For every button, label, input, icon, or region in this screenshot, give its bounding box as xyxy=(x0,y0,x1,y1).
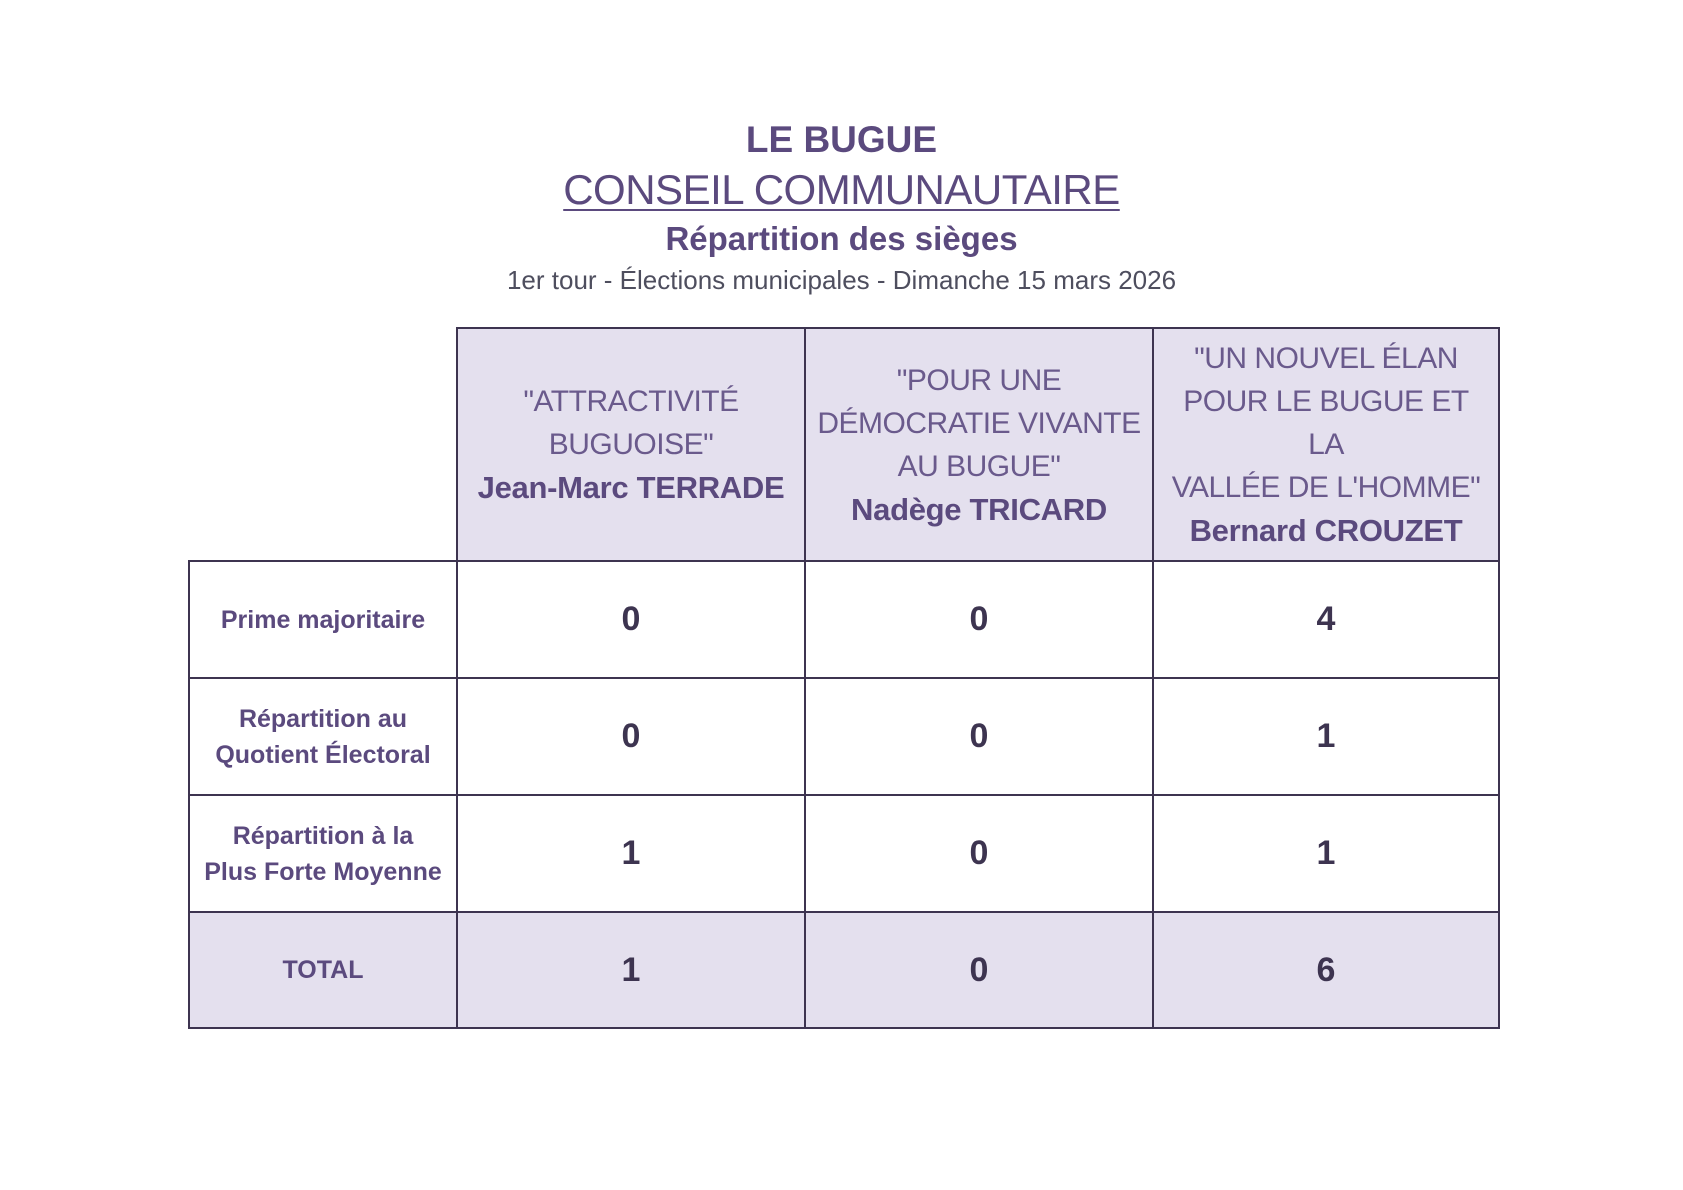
row-label-total xyxy=(188,911,458,1029)
seat-count: 0 xyxy=(621,600,641,638)
list-header-3 xyxy=(1152,327,1500,562)
table-cell xyxy=(1152,794,1500,913)
list-header-2 xyxy=(804,327,1154,562)
table-cell xyxy=(1152,560,1500,679)
seat-count: 0 xyxy=(969,834,989,872)
seat-count: 1 xyxy=(1316,834,1336,872)
total-cell xyxy=(456,911,806,1029)
row-label-text: Prime majoritaire xyxy=(220,605,426,634)
table-cell xyxy=(456,560,806,679)
list-name-line: BUGUOISE" xyxy=(548,428,714,461)
seat-count: 1 xyxy=(1316,717,1336,755)
total-cell xyxy=(804,911,1154,1029)
candidate-name: Bernard CROUZET xyxy=(1189,513,1463,548)
table-cell xyxy=(1152,677,1500,796)
seat-count: 1 xyxy=(621,834,641,872)
row-label-text: Plus Forte Moyenne xyxy=(204,857,442,886)
list-name-line: "UN NOUVEL ÉLAN xyxy=(1194,342,1458,375)
table-cell xyxy=(804,677,1154,796)
table-cell xyxy=(804,560,1154,679)
list-header-1 xyxy=(456,327,806,562)
seat-count: 0 xyxy=(969,600,989,638)
candidate-name: Nadège TRICARD xyxy=(851,491,1107,527)
table-cell xyxy=(456,677,806,796)
list-name-line: DÉMOCRATIE VIVANTE xyxy=(817,406,1141,440)
seat-count: 0 xyxy=(621,717,641,755)
document-header xyxy=(0,118,1683,298)
row-label-text: Quotient Électoral xyxy=(215,740,431,769)
row-label-plus-forte-moyenne xyxy=(188,794,458,913)
seat-count: 4 xyxy=(1316,600,1336,638)
row-label-prime xyxy=(188,560,458,679)
list-name-line: "POUR UNE xyxy=(896,363,1062,397)
total-seat-count: 6 xyxy=(1316,950,1336,989)
total-cell xyxy=(1152,911,1500,1029)
candidate-name: Jean-Marc TERRADE xyxy=(477,470,785,505)
seat-distribution-heading: Répartition des sièges xyxy=(665,220,1018,257)
seat-count: 0 xyxy=(969,717,989,755)
commune-title: LE BUGUE xyxy=(745,119,938,160)
election-date-line: 1er tour - Élections municipales - Dimanche 15 mars 2026 xyxy=(506,265,1177,295)
row-label-text: TOTAL xyxy=(282,956,364,984)
list-name-line: VALLÉE DE L'HOMME" xyxy=(1171,471,1481,504)
table-cell xyxy=(804,794,1154,913)
row-label-text: Répartition au xyxy=(238,704,408,733)
council-subtitle: CONSEIL COMMUNAUTAIRE xyxy=(563,166,1120,213)
row-label-text: Répartition à la xyxy=(232,821,414,850)
list-name-line: "ATTRACTIVITÉ xyxy=(523,385,739,418)
row-label-quotient xyxy=(188,677,458,796)
total-seat-count: 1 xyxy=(621,950,641,989)
list-name-line: POUR LE BUGUE ET LA xyxy=(1183,385,1469,461)
list-name-line: AU BUGUE" xyxy=(897,449,1061,483)
table-cell xyxy=(456,794,806,913)
total-seat-count: 0 xyxy=(969,950,989,989)
seat-distribution-table xyxy=(188,327,1500,1029)
